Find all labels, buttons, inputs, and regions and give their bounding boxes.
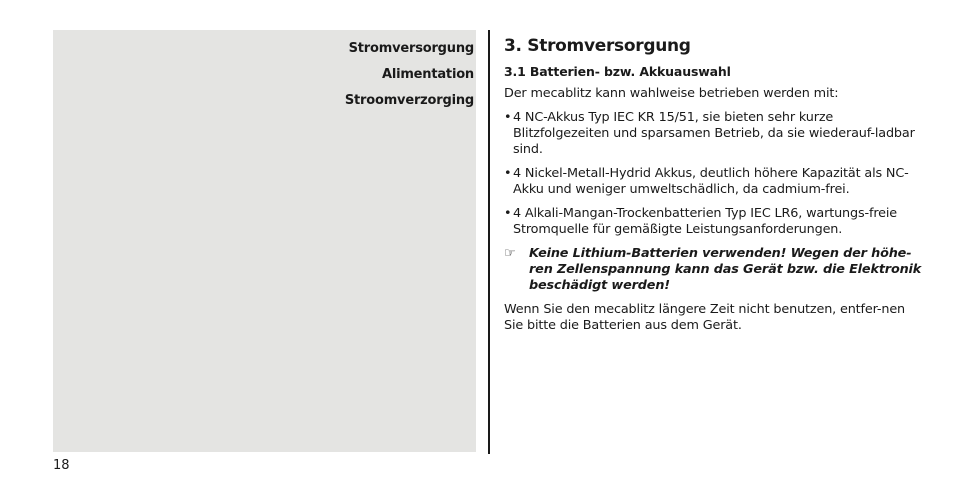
bullet-icon: • (504, 166, 512, 181)
section-subheading: 3.1 Batterien- bzw. Akkuauswahl (504, 64, 731, 79)
page-number: 18 (53, 458, 70, 473)
list-item-text: 4 Alkali-Mangan-Trockenbatterien Typ IEC LR6, wartungs-freie Stromquelle für gemäßigte Leistungsanforderungen. (513, 206, 897, 237)
pointing-hand-icon: ☞ (504, 246, 516, 261)
section-title-de: Stromversorgung (348, 41, 474, 56)
chapter-heading: 3. Stromversorgung (504, 36, 691, 56)
section-title-nl: Stroomverzorging (344, 93, 474, 108)
closing-paragraph: Wenn Sie den mecablitz längere Zeit nicht benutzen, entfer-nen Sie bitte die Batterien aus dem Gerät. (504, 302, 906, 333)
list-item (504, 206, 924, 238)
section-title-fr: Alimentation (381, 67, 474, 82)
list-item-text: 4 Nickel-Metall-Hydrid Akkus, deutlich höhere Kapazität als NC-Akku und weniger umweltschädlich, da cadmium-frei. (513, 166, 909, 197)
list-item (504, 166, 924, 198)
list-item (504, 110, 924, 158)
list-item-text: 4 NC-Akkus Typ IEC KR 15/51, sie bieten sehr kurze Blitzfolgezeiten und sparsamen Betrieb, da sie wiederauf-ladbar sind. (513, 110, 915, 157)
intro-paragraph: Der mecablitz kann wahlweise betrieben werden mit: (504, 86, 839, 101)
warning-text: Keine Lithium-Batterien verwenden! Wegen der höhe-ren Zellenspannung kann das Gerät bzw. die Elektronik beschädigt werden! (529, 246, 922, 293)
sidebar-panel (53, 30, 476, 452)
warning-note (504, 246, 924, 294)
bullet-icon: • (504, 110, 512, 125)
main-content (504, 34, 924, 342)
column-divider (488, 30, 490, 454)
bullet-icon: • (504, 206, 512, 221)
section-titles (345, 36, 474, 114)
